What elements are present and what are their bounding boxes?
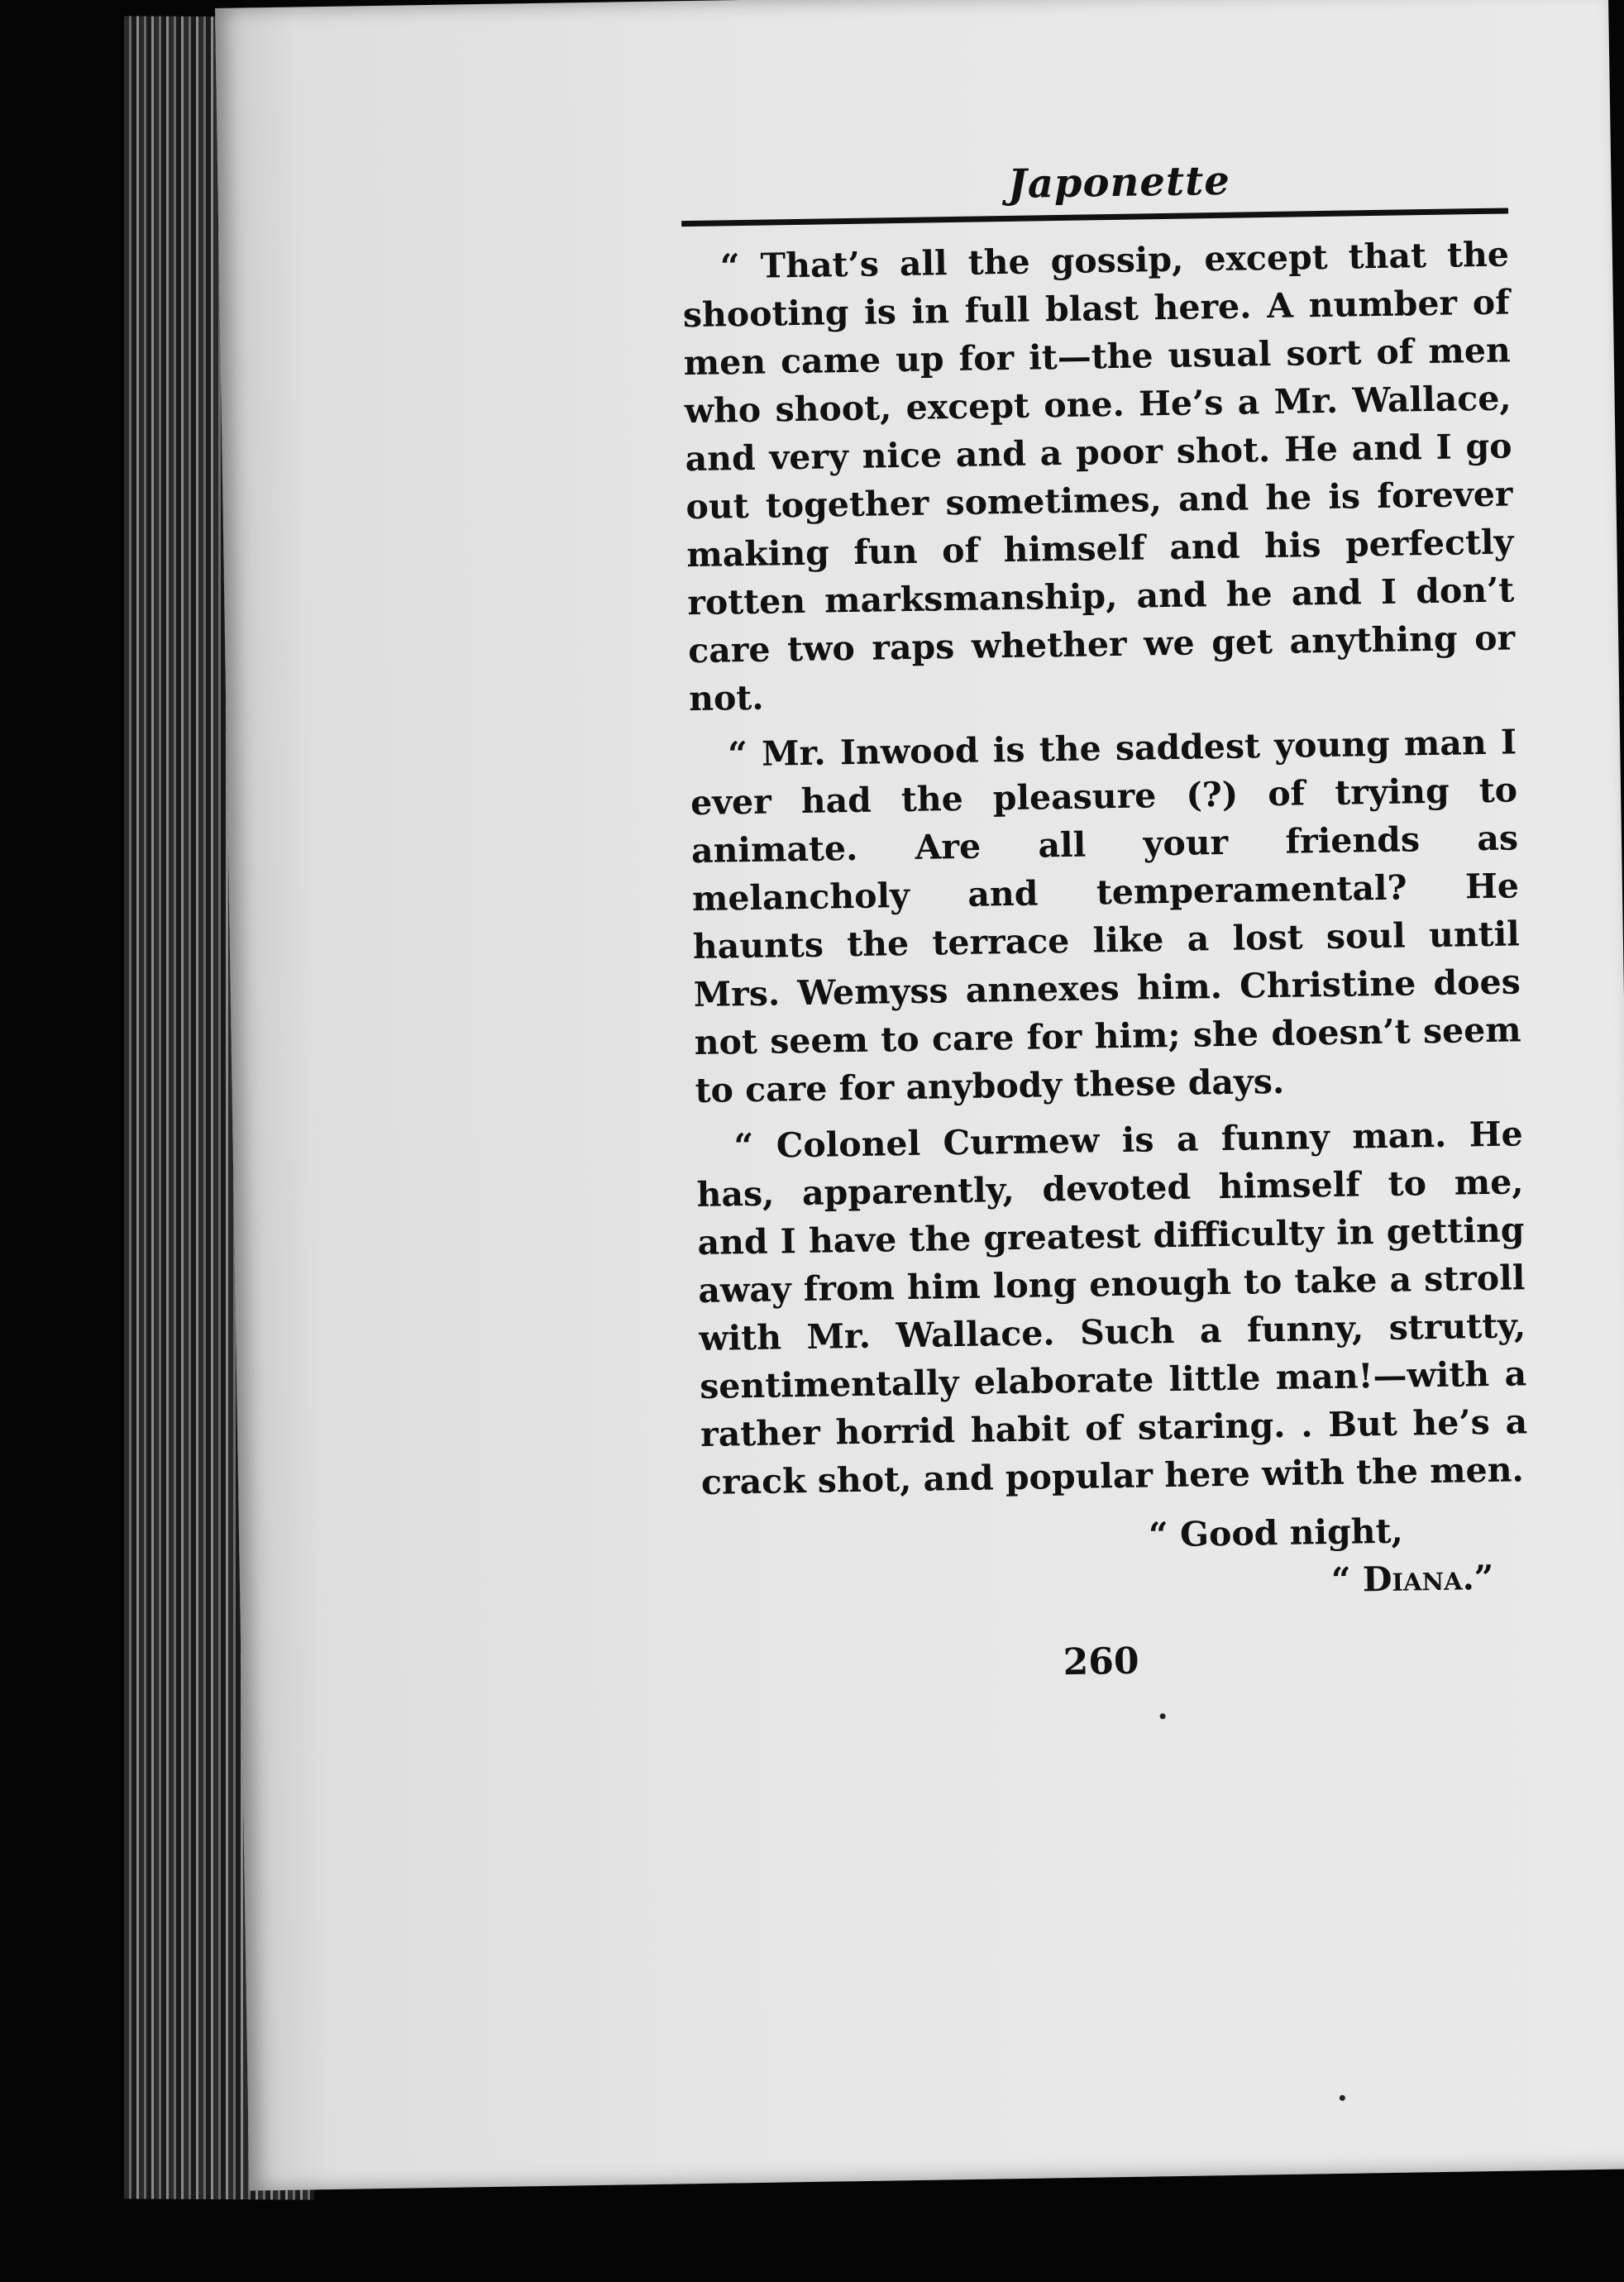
signature-open-quote: “ <box>1330 1559 1364 1601</box>
signature-name: Diana <box>1362 1558 1463 1600</box>
text-block <box>681 153 1531 1688</box>
book-page <box>215 0 1624 2191</box>
running-head: Japonette <box>1007 157 1231 208</box>
paragraph-1: “ That’s all the gossip, except that the shooting is in full blast here. A number of men came up for it—the usual sort of men who shoot, except one. He’s a Mr. Wallace, and very nice and a poor shot. He and I go out together sometimes, and he is forever making fun of himself and his perfectly rotten marksmanship, and he and I don’t care two raps whether we get anything or not. <box>682 234 1516 719</box>
closing-line: “ Good night, <box>1148 1511 1404 1555</box>
paragraph-3: “ Colonel Curmew is a funny man. He has, apparently, devoted himself to me, and I have the greatest difficulty in getting away from him long enough to take a stroll with Mr. Wallace. Such a funny, strutty, sentimentally elaborate little man!—with a rather horrid habit of staring. . But he’s a crack shot, and popular here with the men. <box>696 1114 1528 1502</box>
paragraph-2: “ Mr. Inwood is the saddest young man I ever had the pleasure (?) of trying to animate. Are all your friends as melancholy and temperamental? He haunts the terrace like a lost soul until Mrs. Wemyss annexes him. Christine does not seem to care for him; she doesn’t seem to care for anybody these days. <box>690 722 1521 1111</box>
ink-speck <box>1160 1713 1166 1719</box>
header-rule <box>681 208 1508 227</box>
page-number: 260 <box>1063 1640 1139 1684</box>
signature-close-quote: .” <box>1462 1557 1494 1598</box>
ink-speck <box>1340 2095 1345 2101</box>
